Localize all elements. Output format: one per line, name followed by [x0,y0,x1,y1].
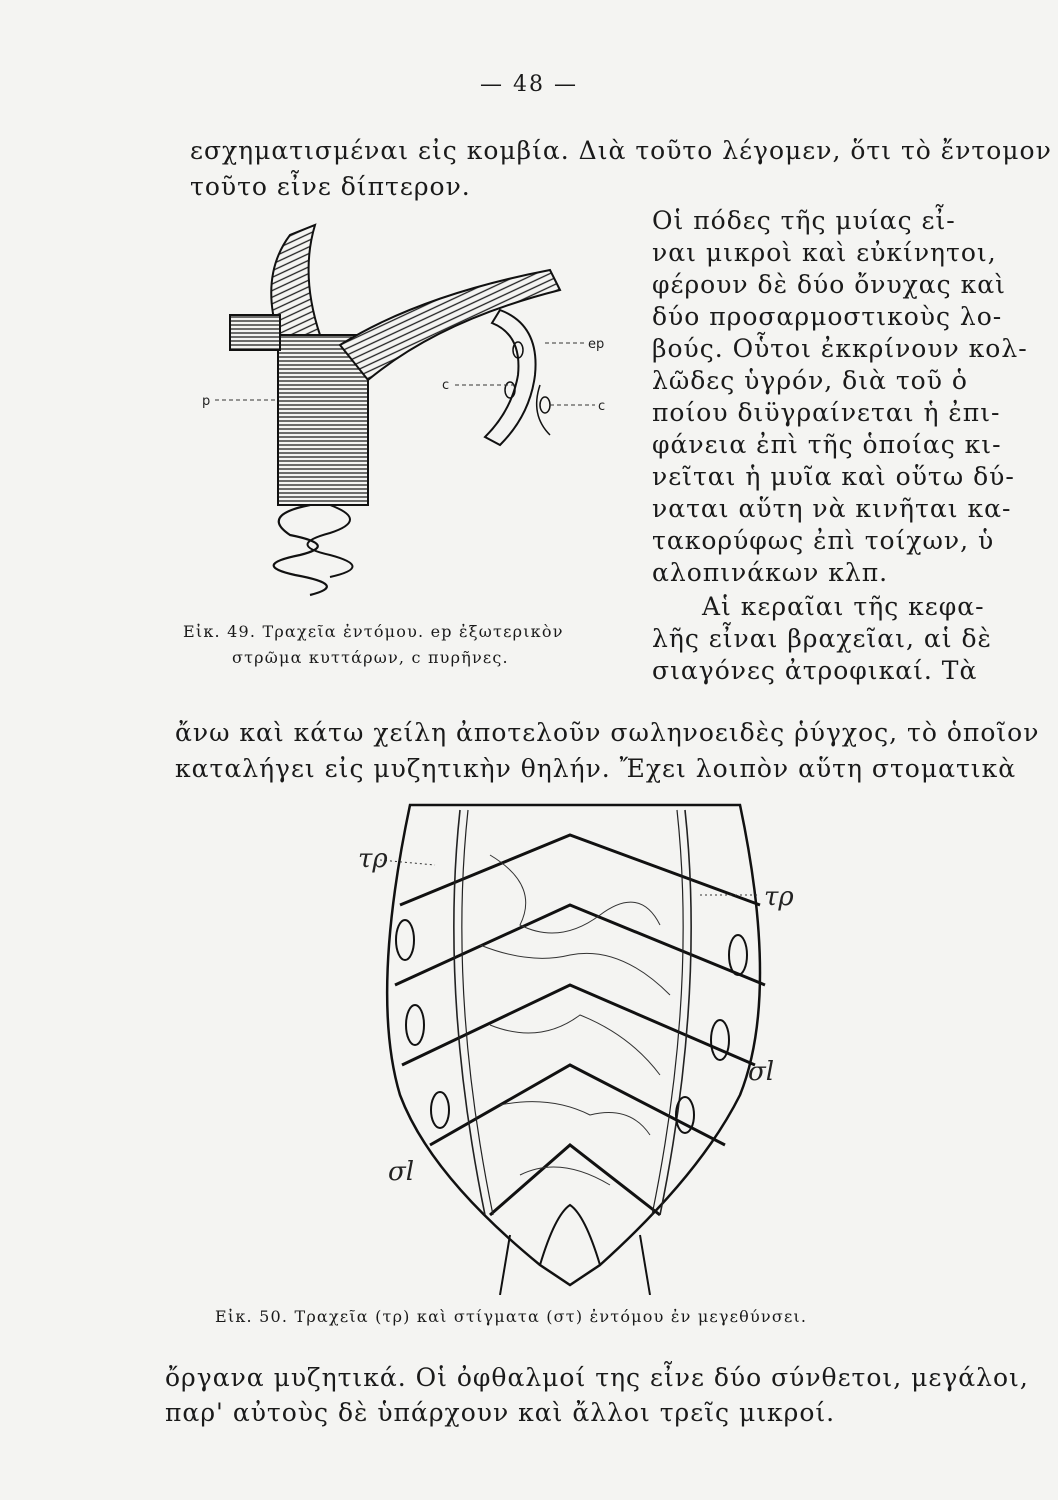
page-number: — 48 — [480,72,578,97]
fig50-label-st-right: σl [748,1057,775,1087]
right-line: λῆς εἶναι βραχεῖαι, αἱ δὲ [652,624,992,653]
right-line: φέρουν δὲ δύο ὄνυχας καὶ [652,270,1006,299]
fig50-caption: Εἰκ. 50. Τραχεῖα (τρ) καὶ στίγματα (στ) ἐντόμου ἐν μεγεθύνσει. [215,1307,808,1326]
right-line: ποίου διϋγραίνεται ἡ ἐπι- [652,398,1001,427]
fig49-label-c-left: c [442,378,450,393]
body-line-6: παρ' αὐτοὺς δὲ ὑπάρχουν καὶ ἄλλοι τρεῖς μικροί. [165,1398,836,1427]
right-line: φάνεια ἐπὶ τῆς ὁποίας κι- [652,430,1002,459]
body-line-4: καταλήγει εἰς μυζητικὴν θηλήν. Ἔχει λοιπὸν αὕτη στοματικὰ [175,754,1017,783]
body-line-2: τοῦτο εἶνε δίπτερον. [190,172,471,201]
right-line: ναι μικροὶ καὶ εὐκίνητοι, [652,238,997,267]
right-line: Οἱ πόδες τῆς μυίας εἶ- [652,206,956,235]
fig50-label-tr-right: τρ [764,882,794,912]
body-line-5: ὄργανα μυζητικά. Οἱ ὀφθαλμοί της εἶνε δύο σύνθετοι, μεγάλοι, [165,1363,1029,1392]
right-line: Αἱ κεραῖαι τῆς κεφα- [702,592,985,621]
right-line: νεῖται ἡ μυῖα καὶ οὕτω δύ- [652,462,1015,491]
fig49-caption-line1: Εἰκ. 49. Τραχεῖα ἐντόμου. ep ἐξωτερικὸν [183,622,564,641]
right-line: αλοπινάκων κλπ. [652,558,889,587]
fig49-label-c-right: c [598,399,606,414]
body-line-1: εσχηματισμέναι εἰς κομβία. Διὰ τοῦτο λέγομεν, ὅτι τὸ ἔντομον [190,136,1052,165]
fig50-abdomen-drawing [340,795,800,1295]
fig50-label-st-left: σl [388,1157,415,1187]
fig49-caption-line2: στρῶμα κυττάρων, c πυρῆνες. [232,648,509,667]
fig49-label-ep: ep [588,337,605,352]
right-column-text [652,205,1028,687]
fig49-trachea-drawing [200,215,640,605]
fig49-label-p: p [202,394,211,409]
right-line: λῶδες ὑγρόν, διὰ τοῦ ὁ [652,366,968,395]
body-line-3: ἄνω καὶ κάτω χείλη ἀποτελοῦν σωληνοειδὲς ῥύγχος, τὸ ὁποῖον [175,718,1040,747]
right-line: τακορύφως ἐπὶ τοίχων, ὑ [652,526,995,555]
fig50-label-tr-left: τρ [358,844,388,874]
right-line: σιαγόνες ἀτροφικαί. Τὰ [652,656,978,685]
right-line: ναται αὕτη νὰ κινῆται κα- [652,494,1012,523]
right-line: δύο προσαρμοστικοὺς λο- [652,302,1003,331]
right-line: βούς. Οὗτοι ἐκκρίνουν κολ- [652,334,1028,363]
